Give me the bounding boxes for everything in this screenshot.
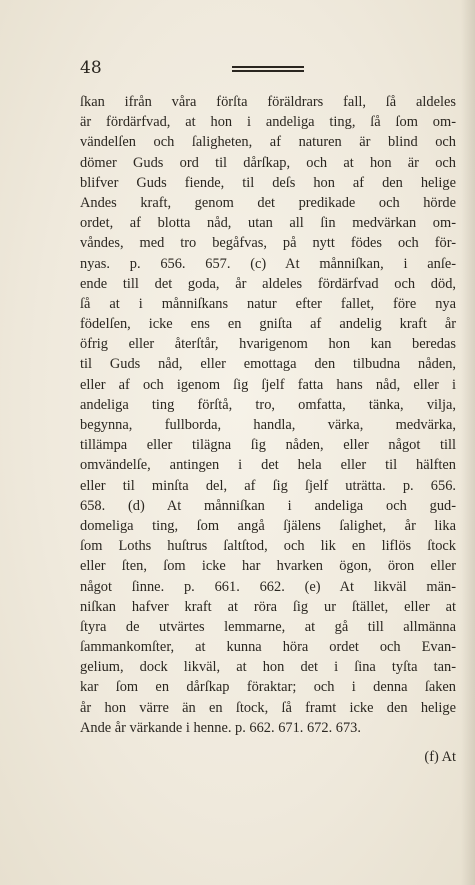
catchword: (f) At	[424, 749, 456, 765]
text-line: eller ſten, ſom icke har hvarken ögon, öron eller	[80, 558, 456, 575]
text-line: eller til minſta del, af ſig ſjelf uträtta. p. 656.	[80, 477, 456, 494]
text-line: begynna, fullborda, handla, värka, medvärka,	[80, 417, 456, 433]
text-line: ordet, af blotta nåd, utan all ſin medvärkan om-	[80, 215, 456, 232]
text-line: domeliga ting, ſom angå ſjälens ſalighet, år lika	[80, 517, 456, 534]
text-line: vändelſen och ſaligheten, af naturen är blind och	[80, 134, 456, 151]
text-line: tillämpa eller tilägna ſig nåden, eller något till	[80, 437, 456, 454]
text-line: är fördärfvad, at hon i andeliga ting, ſå ſom om-	[80, 114, 456, 131]
header-rule	[232, 70, 304, 72]
text-line: til Guds nåd, eller emottaga den tilbudna nåden,	[80, 356, 456, 373]
page-header	[80, 58, 460, 82]
text-line: ſammankomſter, at kunna höra ordet och Evan-	[80, 639, 456, 656]
text-line: gelium, dock likväl, at hon det i ſina tyſta tan-	[80, 659, 456, 676]
text-line: våndes, med tro begåfvas, på nytt födes och för-	[80, 235, 456, 252]
page-number: 48	[80, 58, 102, 78]
text-line: dömer Guds ord til dårſkap, och at hon är och	[80, 154, 456, 171]
text-line: blifver Guds fiende, til deſs hon af den helige	[80, 174, 456, 191]
text-line: år hon värre än en ſtock, ſå framt icke den helige	[80, 699, 456, 716]
text-line: ſkan ifrån våra förſta föräldrars fall, ſå aldeles	[80, 94, 456, 110]
text-line: ſom Loths huſtrus ſaltſtod, och lik en liflös ſtock	[80, 538, 456, 555]
text-line: ſtyra de utvärtes lemmarne, at gå till allmänna	[80, 618, 456, 635]
body-text	[80, 92, 456, 738]
text-line: födelſen, icke ens en gniſta af andelig kraft år	[80, 316, 456, 333]
text-line: omvändelſe, antingen i det hela eller til hälften	[80, 457, 456, 474]
text-line: Andes kraft, genom det predikade och hörde	[80, 194, 456, 211]
text-line: niſkan hafver kraft at röra ſig ur ſtället, eller at	[80, 598, 456, 615]
text-line: eller af och igenom ſig ſjelf fatta hans nåd, eller i	[80, 376, 456, 393]
text-line: andeliga ting förſtå, tro, omfatta, tänka, vilja,	[80, 396, 456, 413]
header-rule	[232, 66, 304, 68]
text-line: ende till det goda, år aldeles fördärfvad och död,	[80, 275, 456, 292]
page-edge-shadow	[461, 0, 475, 885]
text-line: kar ſom en dårſkap föraktar; och i denna ſaken	[80, 679, 456, 696]
text-line: ſå at i månniſkans natur efter fallet, före nya	[80, 295, 456, 312]
text-line: något ſinne. p. 661. 662. (e) At likväl män-	[80, 578, 456, 595]
text-line: Ande år värkande i henne. p. 662. 671. 672. 673.	[80, 719, 361, 736]
text-line: 658. (d) At månniſkan i andeliga och gud-	[80, 497, 456, 514]
text-line: nyas. p. 656. 657. (c) At månniſkan, i anſe-	[80, 255, 456, 272]
text-line: öfrig eller återſtår, hvarigenom hon kan beredas	[80, 336, 456, 353]
